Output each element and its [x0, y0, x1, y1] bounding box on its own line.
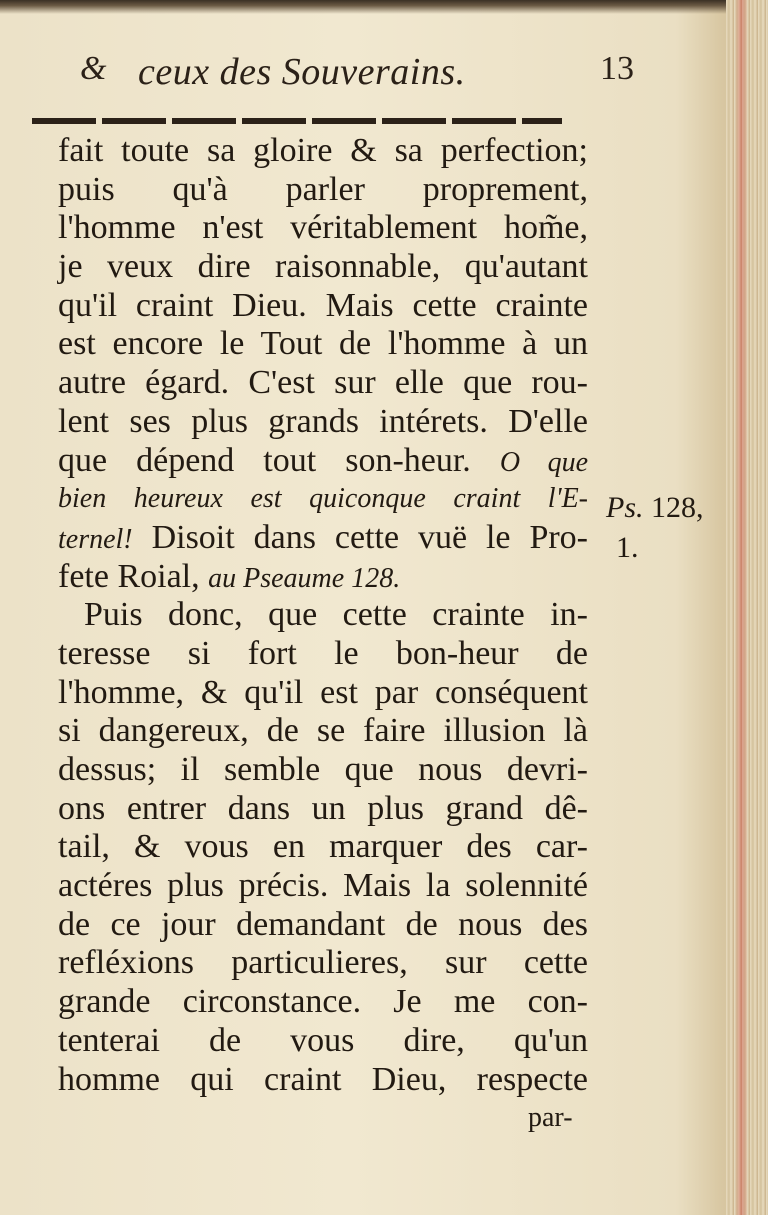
margin-note-verse: 1. [616, 531, 639, 564]
margin-note-chapter: 128, [651, 491, 704, 524]
text-line [58, 558, 588, 597]
quote-start: O que [499, 446, 588, 478]
quote-end: ternel! [58, 523, 133, 555]
text-line-roman: que dépend tout son-heur. [58, 441, 471, 479]
ampersand-ornament: & [80, 50, 107, 87]
text-line: qu'il craint Dieu. Mais cette crainte [58, 286, 588, 324]
running-header [80, 44, 634, 104]
citation: au Pseaume 128. [208, 562, 401, 594]
text-line: si dangereux, de se faire illusion là [58, 712, 588, 750]
text-line: tenterai de vous dire, qu'un [58, 1021, 588, 1059]
text-line: fait toute sa gloire & sa perfection; [58, 132, 588, 169]
margin-note [606, 488, 716, 568]
text-line: grande circonstance. Je me con- [58, 983, 588, 1021]
quote-line: bien heureux est quiconque craint l'E- [58, 483, 588, 515]
text-line: lent ses plus grands intérets. D'elle [58, 402, 588, 440]
body-text [58, 132, 588, 1099]
text-line: autre égard. C'est sur elle que rou- [58, 364, 588, 402]
page-number: 13 [600, 50, 634, 87]
text-line: actéres plus précis. Mais la solennité [58, 867, 588, 905]
text-line: je veux dire raisonnable, qu'autant [58, 248, 588, 286]
text-line: ons entrer dans un plus grand dê- [58, 789, 588, 827]
margin-note-book: Ps. [606, 491, 644, 524]
margin-note-ref [606, 488, 716, 528]
header-rule [32, 118, 562, 124]
text-line: de ce jour demandant de nous des [58, 905, 588, 943]
text-line: tail, & vous en marquer des car- [58, 828, 588, 866]
text-line: est encore le Tout de l'homme à un [58, 325, 588, 363]
page-top-edge [0, 0, 740, 14]
text-line [58, 442, 588, 481]
text-line: refléxions particulieres, sur cette [58, 944, 588, 982]
red-edge-tint [735, 0, 747, 1215]
text-line: dessus; il semble que nous devri- [58, 751, 588, 788]
fore-edge [726, 0, 768, 1215]
text-line-roman: fete Roial, [58, 557, 200, 595]
text-line [58, 519, 588, 558]
text-line: Puis donc, que cette crainte in- [84, 596, 588, 634]
text-line: puis qu'à parler proprement, [58, 170, 588, 208]
text-line: homme qui craint Dieu, respecte [58, 1060, 588, 1098]
running-title: ceux des Souverains. [138, 51, 466, 93]
text-line-roman: Disoit dans cette vuë le Pro- [151, 518, 589, 556]
text-line: teresse si fort le bon-heur de [58, 634, 588, 672]
catchword: par- [528, 1102, 573, 1133]
text-line: l'homme, & qu'il est par conséquent [58, 673, 588, 711]
text-line: l'homme n'est véritablement hom̃e, [58, 209, 588, 247]
